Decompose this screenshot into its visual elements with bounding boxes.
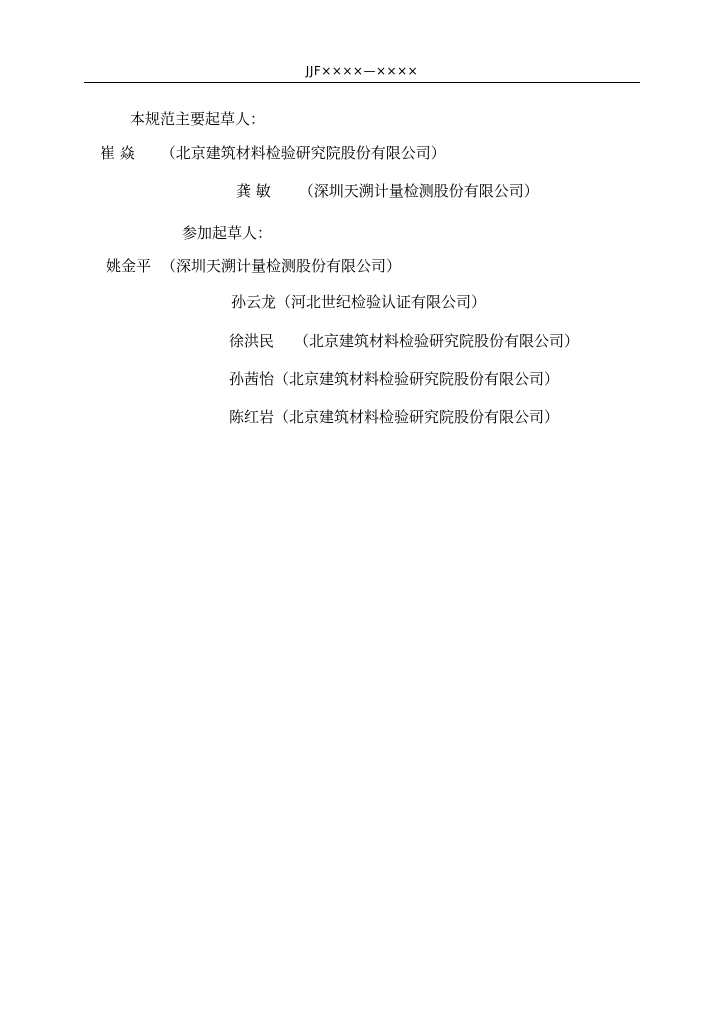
- drafter-name: 姚金平: [106, 257, 152, 275]
- main-drafters-heading: 本规范主要起草人：: [130, 110, 266, 128]
- drafter-name: 龚 敏: [236, 182, 271, 200]
- drafter-name: 孙云龙: [231, 293, 277, 311]
- drafter-entry: [229, 369, 559, 389]
- document-code: JJF××××—××××: [305, 64, 419, 78]
- drafter-organization: （北京建筑材料检验研究院股份有限公司）: [160, 144, 446, 162]
- drafter-entry: [231, 292, 486, 312]
- drafter-organization: （深圳天溯计量检测股份有限公司）: [298, 182, 539, 200]
- drafter-organization: （河北世纪检验认证有限公司）: [276, 293, 487, 311]
- drafter-entry: [100, 143, 446, 163]
- drafter-organization: （北京建筑材料检验研究院股份有限公司）: [294, 332, 580, 350]
- drafter-name: 徐洪民: [229, 332, 275, 350]
- drafter-name: 崔 焱: [100, 144, 135, 162]
- participating-drafters-heading: 参加起草人：: [182, 224, 273, 242]
- header-divider: [84, 82, 640, 83]
- drafter-entry: [229, 331, 579, 351]
- drafter-name: 陈红岩: [229, 408, 275, 426]
- drafter-name: 孙茜怡: [229, 370, 275, 388]
- drafter-entry: [229, 407, 559, 427]
- drafter-organization: （北京建筑材料检验研究院股份有限公司）: [274, 370, 560, 388]
- drafter-entry: [106, 256, 401, 276]
- drafter-organization: （深圳天溯计量检测股份有限公司）: [161, 257, 402, 275]
- drafter-organization: （北京建筑材料检验研究院股份有限公司）: [274, 408, 560, 426]
- drafter-entry: [236, 181, 539, 201]
